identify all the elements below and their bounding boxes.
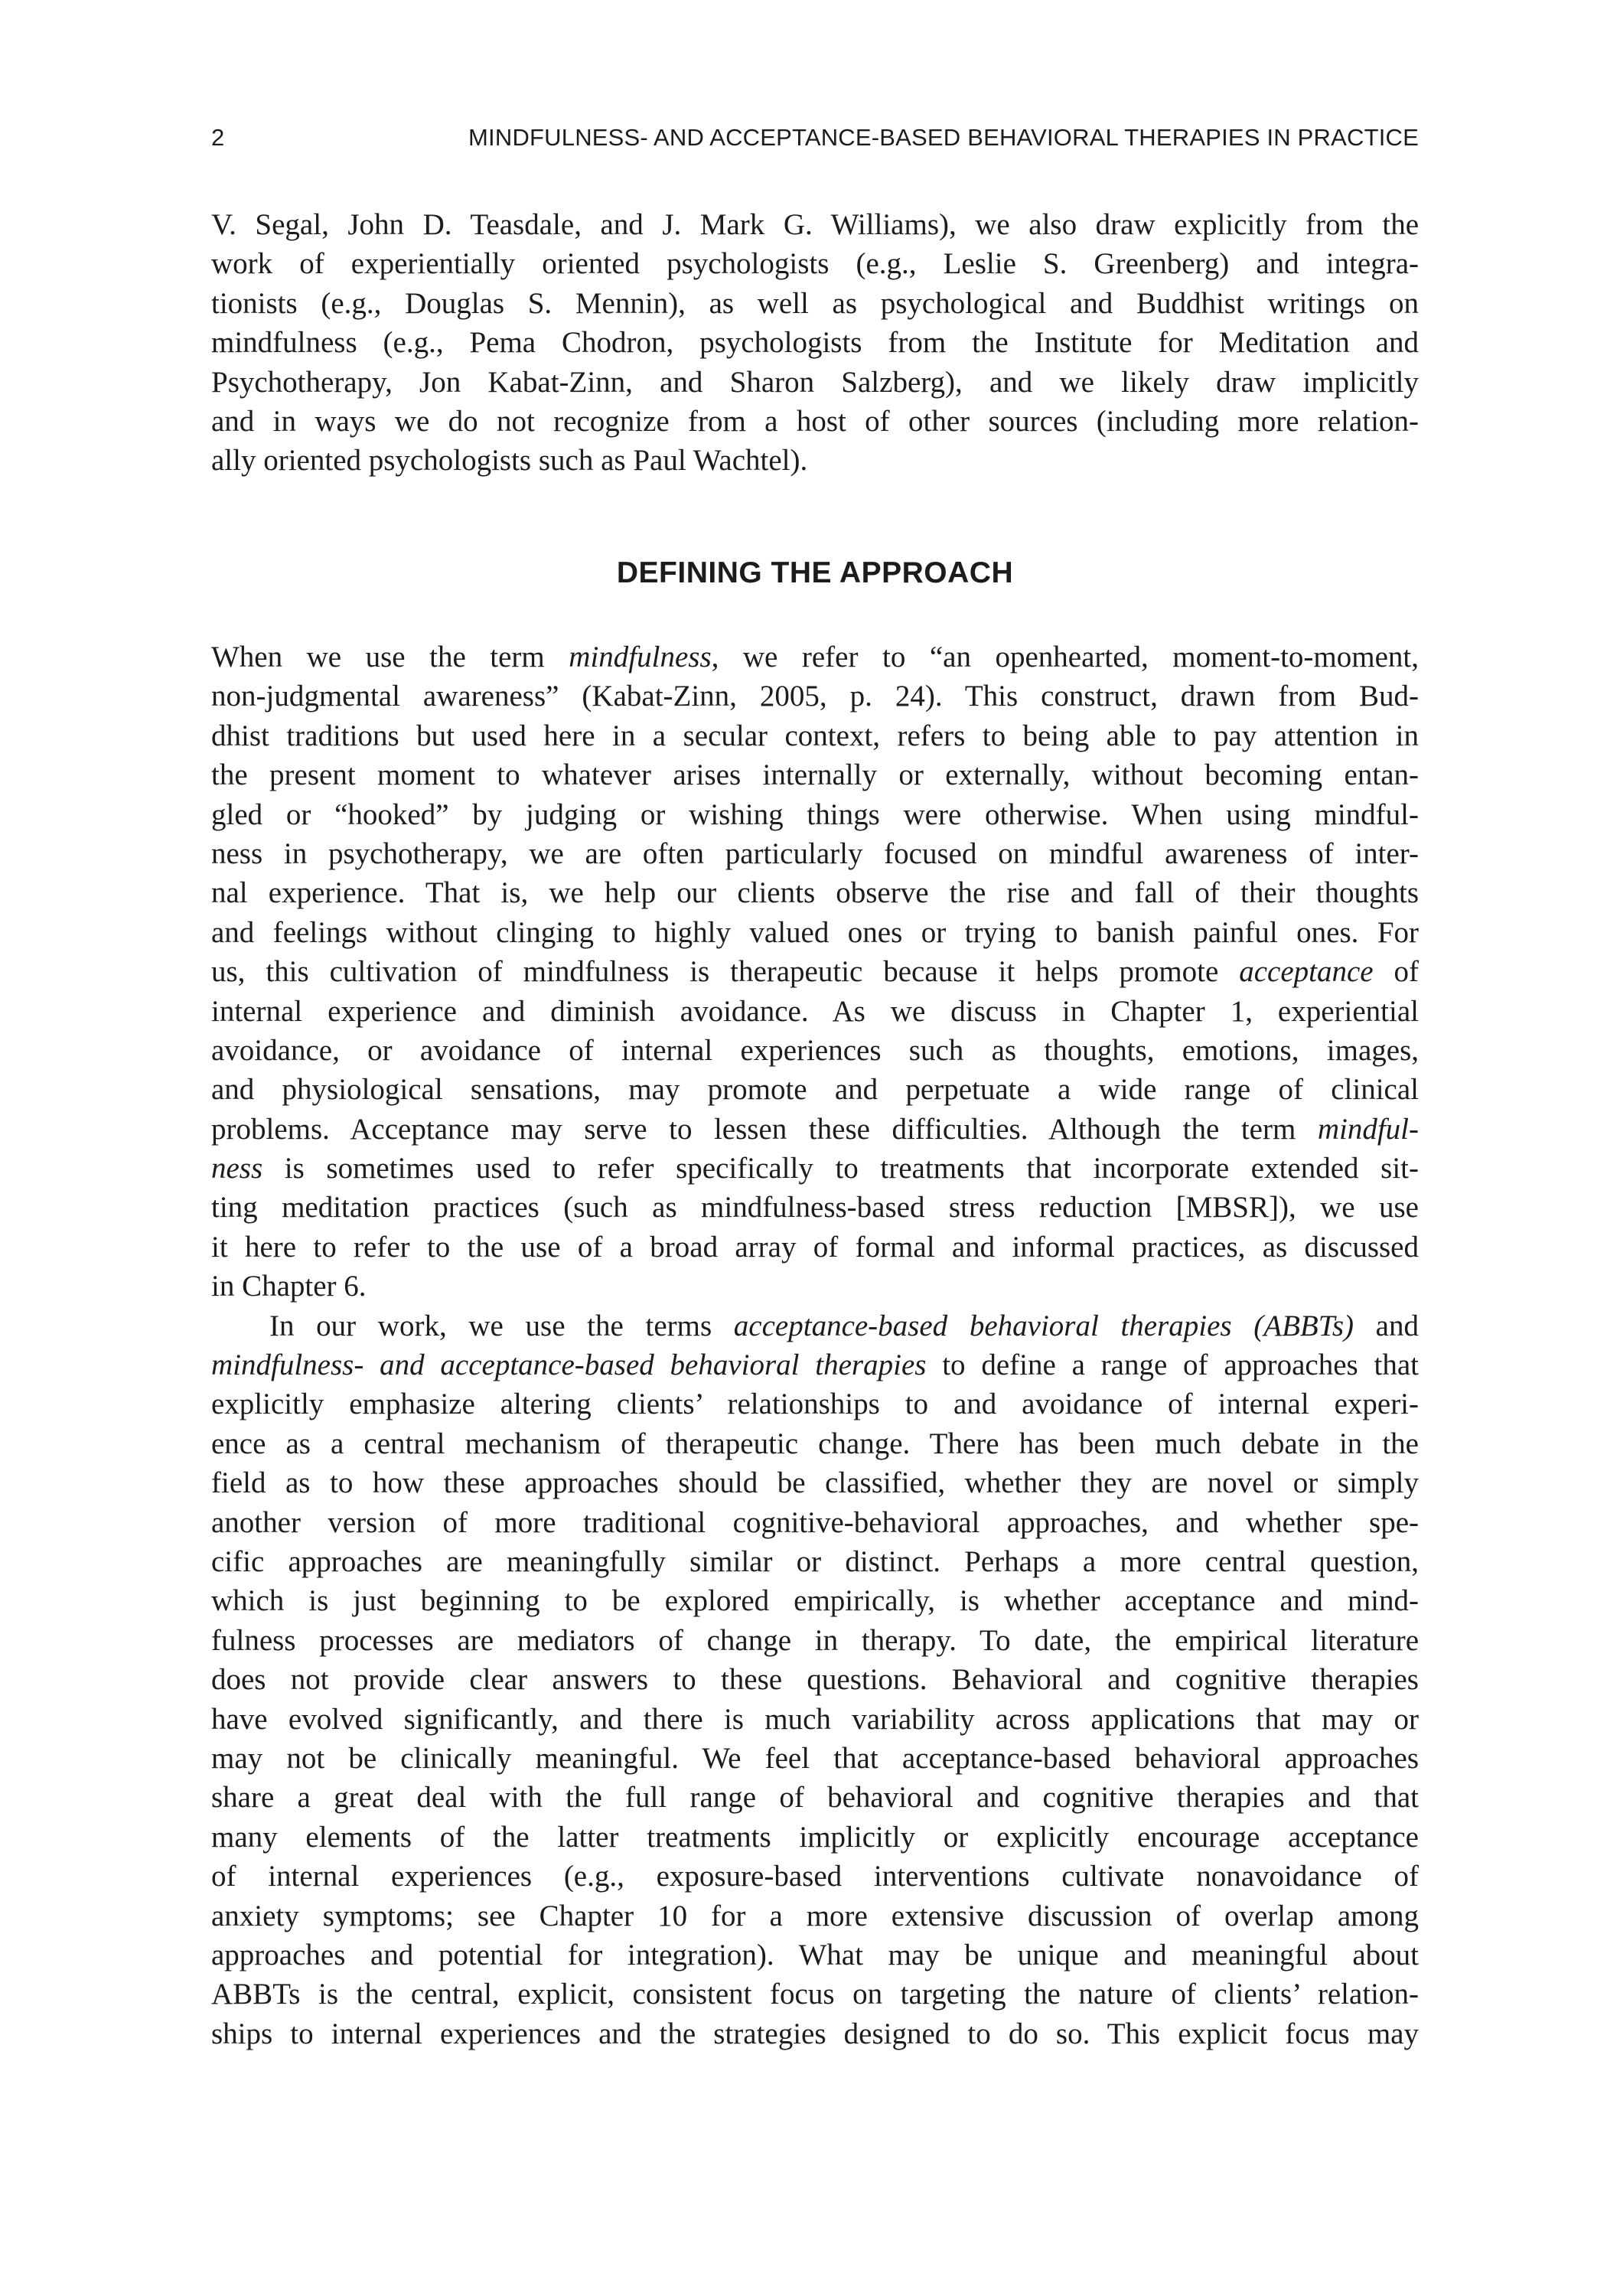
text-run: us, this cultivation of mindfulness is therapeutic because it helps promote bbox=[211, 955, 1240, 989]
text-line: ships to internal experiences and the strategies designed to do so. This explicit focus may bbox=[211, 2017, 1419, 2050]
text-line: dhist traditions but used here in a secular context, refers to being able to pay attention in bbox=[211, 719, 1419, 752]
text-run: In our work, we use the terms bbox=[269, 1309, 734, 1342]
text-line: gled or “hooked” by judging or wishing things were otherwise. When using mindful- bbox=[211, 797, 1419, 831]
text-run: is sometimes used to refer specifically to treatments that incorporate extended sit- bbox=[262, 1152, 1419, 1186]
text-run: , we refer to “an openhearted, moment-to-moment, bbox=[711, 641, 1419, 673]
text-line: cific approaches are meaningfully similar or distinct. Perhaps a more central question, bbox=[211, 1544, 1419, 1578]
text-line: explicitly emphasize altering clients’ relationships to and avoidance of internal experi- bbox=[211, 1388, 1419, 1421]
text-line: share a great deal with the full range of behavioral and cognitive therapies and that bbox=[211, 1781, 1419, 1815]
text-line bbox=[211, 638, 1419, 677]
text-run: problems. Acceptance may serve to lessen these difficulties. Although the term bbox=[211, 1112, 1318, 1146]
text-line: does not provide clear answers to these questions. Behavioral and cognitive therapies bbox=[211, 1663, 1419, 1697]
text-line: ABBTs is the central, explicit, consistent focus on targeting the nature of clients’ relation- bbox=[211, 1978, 1419, 2011]
text-line bbox=[211, 1110, 1419, 1149]
text-line: nal experience. That is, we help our clients observe the rise and fall of their thoughts bbox=[211, 876, 1419, 910]
text-line bbox=[211, 1306, 1419, 1345]
text-line: and feelings without clinging to highly valued ones or trying to banish painful ones. For bbox=[211, 915, 1419, 949]
text-line: it here to refer to the use of a broad array of formal and informal practices, as discussed bbox=[211, 1230, 1419, 1264]
text-run: to define a range of approaches that bbox=[926, 1349, 1419, 1382]
body-text bbox=[211, 638, 1419, 2053]
text-line bbox=[211, 1149, 1419, 1188]
text-line: of internal experiences (e.g., exposure-based interventions cultivate nonavoidance of bbox=[211, 1860, 1419, 1893]
text-line: anxiety symptoms; see Chapter 10 for a more extensive discussion of overlap among bbox=[211, 1899, 1419, 1932]
text-run: and bbox=[1354, 1309, 1419, 1342]
text-line: approaches and potential for integration). What may be unique and meaningful about bbox=[211, 1938, 1419, 1971]
running-header bbox=[211, 124, 1419, 158]
text-line: which is just beginning to be explored empirically, is whether acceptance and mind- bbox=[211, 1584, 1419, 1618]
italic-term: mindfulness- and acceptance-based behavioral therapies bbox=[211, 1349, 927, 1382]
text-line: Psychotherapy, Jon Kabat-Zinn, and Sharon Salzberg), and we likely draw implicitly bbox=[211, 365, 1419, 399]
text-line: field as to how these approaches should be classified, whether they are novel or simply bbox=[211, 1466, 1419, 1500]
text-line: fulness processes are mediators of change in therapy. To date, the empirical literature bbox=[211, 1623, 1419, 1657]
text-run: When we use the term bbox=[211, 641, 569, 673]
text-line: in Chapter 6. bbox=[211, 1270, 367, 1303]
intro-paragraph bbox=[211, 205, 1419, 481]
text-line bbox=[211, 1345, 1419, 1384]
text-run: of bbox=[1373, 955, 1419, 989]
italic-term: ness bbox=[211, 1152, 263, 1186]
italic-term: acceptance bbox=[1239, 955, 1374, 989]
text-line: mindfulness (e.g., Pema Chodron, psychologists from the Institute for Meditation and bbox=[211, 326, 1419, 360]
text-line: V. Segal, John D. Teasdale, and J. Mark G. Williams), we also draw explicitly from the bbox=[211, 208, 1419, 241]
text-line: another version of more traditional cognitive-behavioral approaches, and whether spe- bbox=[211, 1505, 1419, 1539]
text-line: and in ways we do not recognize from a host of other sources (including more relation- bbox=[211, 404, 1419, 438]
italic-term: acceptance-based behavioral therapies (ABBTs) bbox=[733, 1309, 1354, 1342]
text-line: ness in psychotherapy, we are often particularly focused on mindful awareness of inter- bbox=[211, 837, 1419, 870]
text-line: ally oriented psychologists such as Paul Wachtel). bbox=[211, 444, 808, 478]
section-heading: DEFINING THE APPROACH bbox=[616, 556, 1014, 589]
text-line bbox=[211, 952, 1419, 991]
text-line: ence as a central mechanism of therapeutic change. There has been much debate in the bbox=[211, 1427, 1419, 1460]
text-line: non-judgmental awareness” (Kabat-Zinn, 2005, p. 24). This construct, drawn from Bud- bbox=[211, 680, 1419, 713]
text-line: avoidance, or avoidance of internal experiences such as thoughts, emotions, images, bbox=[211, 1033, 1419, 1067]
text-line: work of experientially oriented psychologists (e.g., Leslie S. Greenberg) and integra- bbox=[211, 247, 1419, 281]
text-line: internal experience and diminish avoidance. As we discuss in Chapter 1, experiential bbox=[211, 994, 1419, 1028]
running-title: MINDFULNESS- AND ACCEPTANCE-BASED BEHAVIORAL THERAPIES IN PRACTICE bbox=[468, 124, 1419, 151]
text-line: the present moment to whatever arises internally or externally, without becoming entan- bbox=[211, 758, 1419, 792]
text-line: many elements of the latter treatments implicitly or explicitly encourage acceptance bbox=[211, 1820, 1419, 1854]
text-line: may not be clinically meaningful. We feel that acceptance-based behavioral approaches bbox=[211, 1741, 1419, 1775]
italic-term: mindful- bbox=[1317, 1112, 1419, 1146]
italic-term: mindfulness bbox=[569, 641, 712, 673]
text-line: tionists (e.g., Douglas S. Mennin), as well as psychological and Buddhist writings on bbox=[211, 286, 1419, 320]
text-line: ting meditation practices (such as mindfulness-based stress reduction [MBSR]), we use bbox=[211, 1191, 1419, 1225]
page-number: 2 bbox=[211, 124, 225, 151]
text-line: have evolved significantly, and there is much variability across applications that may or bbox=[211, 1702, 1419, 1736]
text-line: and physiological sensations, may promote and perpetuate a wide range of clinical bbox=[211, 1073, 1419, 1107]
